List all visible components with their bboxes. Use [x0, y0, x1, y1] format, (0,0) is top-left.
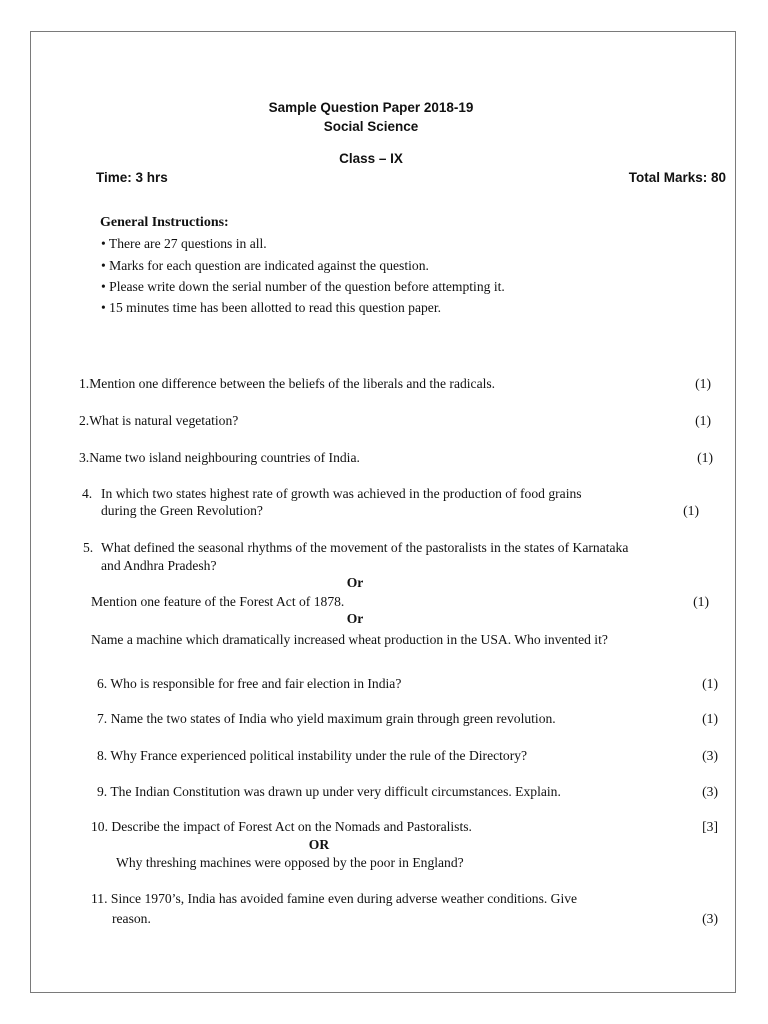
question-6-marks: (1)	[702, 676, 718, 691]
question-9-marks: (3)	[702, 784, 718, 799]
instruction-item: • 15 minutes time has been allotted to read this question paper.	[101, 300, 441, 315]
question-5-alternative-2: Name a machine which dramatically increased wheat production in the USA. Who invented it?	[91, 632, 608, 647]
question-5-alternative-1: Mention one feature of the Forest Act of 1878.	[91, 594, 345, 609]
question-11-text: 11. Since 1970’s, India has avoided famine even during adverse weather conditions. Give	[91, 891, 578, 906]
instruction-item: • There are 27 questions in all.	[101, 236, 267, 251]
question-5-or-2: Or	[346, 611, 364, 626]
question-10-text: 10. Describe the impact of Forest Act on the Nomads and Pastoralists.	[91, 819, 472, 834]
question-5-text-continued: and Andhra Pradesh?	[101, 558, 217, 573]
time-allowed: Time: 3 hrs	[96, 170, 168, 185]
question-10-alternative: Why threshing machines were opposed by the poor in England?	[116, 855, 464, 870]
question-3-text: 3.Name two island neighbouring countries of India.	[79, 450, 360, 465]
question-1-text: 1.Mention one difference between the beliefs of the liberals and the radicals.	[79, 376, 496, 391]
question-10-marks: [3]	[702, 819, 718, 834]
question-7-text: 7. Name the two states of India who yield maximum grain through green revolution.	[97, 711, 556, 726]
question-11-text-continued: reason.	[112, 911, 151, 926]
question-10-or: OR	[308, 837, 330, 852]
question-2-marks: (1)	[695, 413, 711, 428]
question-8-marks: (3)	[702, 748, 718, 763]
paper-subject: Social Science	[323, 119, 419, 134]
question-8-text: 8. Why France experienced political instability under the rule of the Directory?	[97, 748, 528, 763]
question-5-or-1: Or	[346, 575, 364, 590]
instruction-item: • Please write down the serial number of the question before attempting it.	[101, 279, 505, 294]
question-7-marks: (1)	[702, 711, 718, 726]
question-9-text: 9. The Indian Constitution was drawn up under very difficult circumstances. Explain.	[97, 784, 561, 799]
question-5-marks: (1)	[693, 594, 709, 609]
instruction-item: • Marks for each question are indicated against the question.	[101, 258, 429, 273]
paper-class: Class – IX	[339, 151, 403, 166]
total-marks: Total Marks: 80	[628, 170, 726, 185]
paper-title: Sample Question Paper 2018-19	[268, 100, 474, 115]
question-1-marks: (1)	[695, 376, 711, 391]
instructions-heading: General Instructions:	[100, 215, 229, 230]
question-6-text: 6. Who is responsible for free and fair election in India?	[97, 676, 402, 691]
question-4-marks: (1)	[683, 503, 699, 518]
question-11-marks: (3)	[702, 911, 718, 926]
question-4-text-continued: during the Green Revolution?	[101, 503, 263, 518]
question-3-marks: (1)	[697, 450, 713, 465]
question-4-number: 4.	[82, 486, 93, 501]
question-5-number: 5.	[83, 540, 94, 555]
question-2-text: 2.What is natural vegetation?	[79, 413, 239, 428]
question-4-text: In which two states highest rate of growth was achieved in the production of food grains	[101, 486, 582, 501]
question-5-text: What defined the seasonal rhythms of the movement of the pastoralists in the states of Karnataka	[101, 540, 629, 555]
